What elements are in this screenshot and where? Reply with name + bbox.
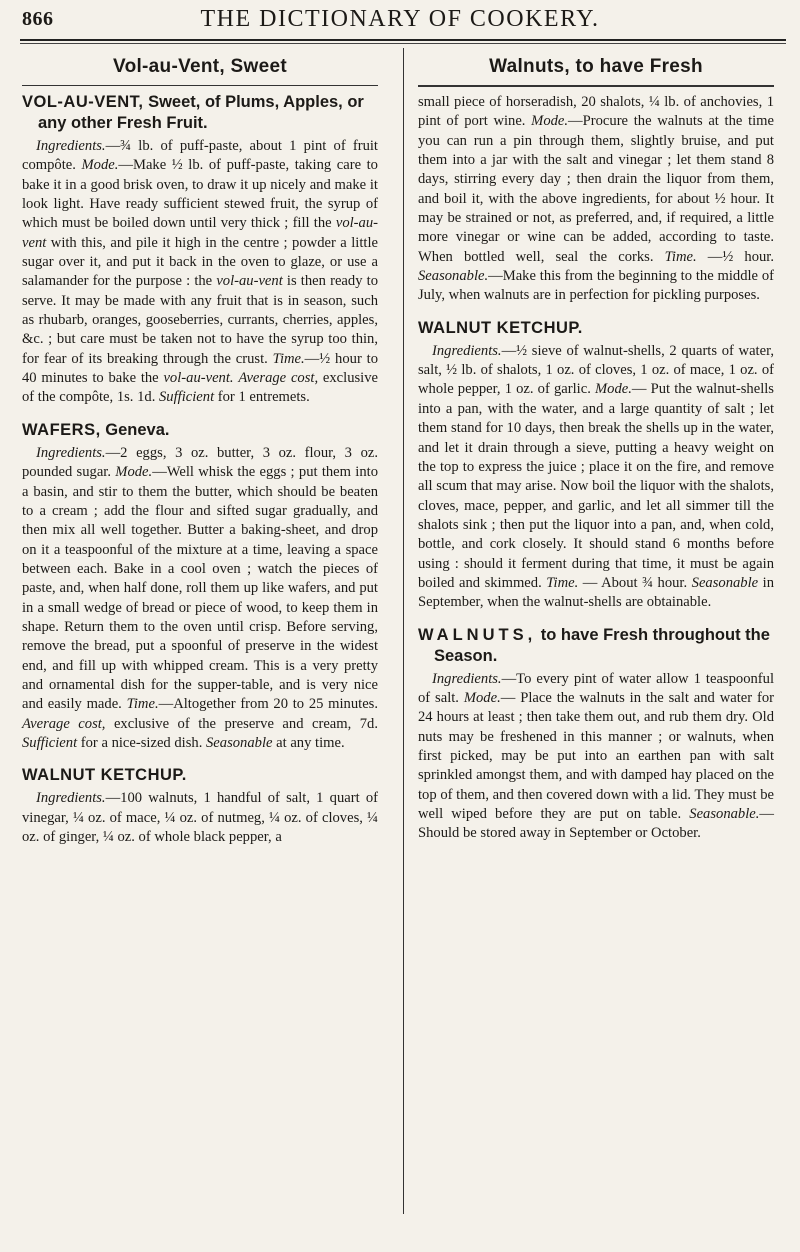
entry-body-text: —¾ lb. of puff-paste, about 1 pint of fruit compôte. — [22, 138, 378, 174]
entry-body — [418, 670, 774, 844]
entry-body-italic: Seasonable — [206, 734, 273, 751]
entry-body-italic: Time. — [664, 248, 697, 265]
entry-body-text: —To every pint of water allow 1 teaspoonful of salt. — [418, 670, 774, 706]
entry-body-text: —Make ½ lb. of puff-paste, taking care to bake it in a good brisk oven, to draw it up nicely and make it look light. Have ready sufficient stewed fruit, the syrup of which must be boiled down until very thick ; fill the — [22, 157, 378, 232]
entry-body-text: —Should be stored away in September or October. — [418, 806, 774, 842]
entry-body — [22, 444, 378, 754]
entry-body-text: at any time. — [272, 734, 345, 751]
entry-body-italic: Ingredients. — [36, 790, 106, 807]
entry-body-italic: Time. — [272, 350, 305, 367]
entry-body-italic: Mode. — [115, 464, 153, 481]
entry-body-text: small piece of horseradish, 20 shalots, ¼ lb. of anchovies, 1 pint of port wine. — [418, 94, 774, 130]
entry-body-text: exclusive of the preserve and cream, 7d. — [105, 715, 379, 732]
entry-body-italic: Mode. — [531, 113, 569, 130]
entry-body-text: —Procure the walnuts at the time you can run a pin through them, slightly bruise, and put them into a jar with the salt and vinegar ; let them stand 8 days, stirring every day ; then drain the liquor from them, and boil it, with the above ingredients, for about ½ hour. It may be strained or not, as preferred, and, if required, a little more vinegar or wine can be added, according to taste. When bottled well, seal the corks. — [418, 113, 775, 265]
entry-body-italic: Mode. — [463, 689, 501, 706]
entry-body — [418, 342, 774, 613]
header-rule — [20, 39, 786, 41]
entry-body-italic: vol-au-vent — [22, 215, 378, 251]
entry-body-text: exclusive of the compôte, 1s. 1d. — [22, 370, 379, 406]
entry-title-main: VOL-AU-VENT, — [22, 93, 144, 111]
entry-body-text: —½ sieve of walnut-shells, 2 quarts of water, salt, ½ lb. of shalots, 1 oz. of cloves, 1 oz. of mace, 1 oz. of whole pepper, 1 oz. of garlic. — [418, 342, 774, 398]
entry-body-italic: Sufficient — [159, 389, 215, 406]
entry-body-italic: Time. — [546, 574, 579, 591]
entry-body-italic: Mode. — [594, 381, 632, 398]
entry-body-text: —Altogether from 20 to 25 minutes. — [158, 696, 379, 713]
entry-body-text: —2 eggs, 3 oz. butter, 3 oz. flour, 3 oz. pounded sugar. — [22, 444, 378, 481]
entry-title-main: WAFERS, — [22, 420, 101, 439]
entry-title-main: WALNUT KETCHUP. — [22, 766, 187, 785]
entry-body-text: for 1 entremets. — [214, 389, 310, 406]
entry-title-rest: Geneva. — [100, 420, 170, 439]
entry-body-italic: Average cost, — [238, 370, 319, 387]
header-rule-thin — [20, 43, 786, 44]
entry-body — [418, 93, 774, 306]
entry-body-text: —½ hour. — [696, 248, 774, 265]
entry-body-italic: Mode. — [81, 157, 119, 174]
entry-body-italic: vol-au-vent — [216, 273, 283, 290]
running-title: THE DICTIONARY OF COOKERY. — [200, 6, 600, 32]
left-column — [22, 48, 378, 847]
entry-body — [22, 789, 378, 847]
entry-body-italic: Ingredients. — [432, 670, 502, 687]
entry-title — [22, 92, 378, 134]
entry-body-text: — About ¾ hour. — [578, 574, 692, 591]
column-divider — [403, 48, 404, 1214]
right-column-heading: Walnuts, to have Fresh — [418, 48, 774, 87]
right-entries — [418, 93, 774, 844]
entry-body-italic: Seasonable. — [418, 268, 489, 285]
entry-body-italic: Seasonable. — [689, 806, 760, 822]
entry-body-italic: Ingredients. — [36, 138, 106, 154]
entry-body — [22, 137, 378, 408]
entry-body-text: —100 walnuts, 1 handful of salt, 1 quart of vinegar, ¼ oz. of mace, ¼ oz. of nutmeg, ¼ oz. of cloves, ¼ oz. of ginger, ¼ oz. of whole black pepper, a — [22, 790, 378, 845]
entry-body-text: with this, and pile it high in the centre ; powder a little sugar over it, and put it back in the oven to glaze, or use a salamander for the purpose : the — [22, 234, 378, 290]
entry-title-main: WALNUTS, — [418, 625, 537, 644]
entry-body-text: —Make this from the beginning to the middle of July, when walnuts are in perfection for pickling purposes. — [418, 268, 774, 304]
entry-body-text: — Put the walnut-shells into a pan, with the water, and a large quantity of salt ; let them stand for 10 days, then break the shells up in the water, and let it drain through a sieve, putting a heavy weight on the top to express the juice ; place it on the fire, and remove all scum that may arise. Now boil the liquor with the shalots, cloves, mace, pepper, and garlic, and let all simmer till the shalots sink ; then put the liquor into a pan, and, when cold, bottle, and cork closely. It should stand 6 months before using : should it ferment during that time, it must be again boiled and skimmed. — [418, 381, 774, 591]
entry-title-main: WALNUT KETCHUP. — [418, 318, 583, 337]
entry-body-italic: Sufficient — [22, 734, 78, 751]
entry-body-text: is then ready to serve. It may be made with any fruit that is in season, such as rhubarb, oranges, gooseberries, currants, cherries, apples, &c. ; but care must be taken not to have the syrup too thin, for fear of its breaking through the crust. — [22, 273, 378, 367]
entry-title — [418, 318, 774, 339]
entry-body-text: —½ hour to 40 minutes to bake the — [22, 350, 378, 387]
entry-body-italic: vol-au-vent. — [163, 370, 234, 387]
entry-body-text: —Well whisk the eggs ; put them into a basin, and stir to them the butter, which should be beaten to a cream ; add the flour and sifted sugar gradually, and then mix all well together. Butter a baking-sheet, and drop on it a teaspoonful of the mixture at a time, leaving a space between each. Bake in a cool oven ; watch the pieces of paste, and, when half done, roll them up like wafers, and put in a small wedge of bread or piece of wood, to keep them in shape. Return them to the oven until crisp. Before serving, remove the bread, put a spoonful of preserve in the widest end, and fill up with whipped cream. This is a very pretty and ornamental dish for the supper-table, and is very nice and easily made. — [22, 464, 379, 713]
entry-body-text: in September, when the walnut-shells are obtainable. — [418, 574, 775, 611]
entry-title-rest: Sweet, of Plums, Apples, or any other Fresh Fruit. — [38, 93, 364, 132]
entry-body-italic: Ingredients. — [36, 444, 106, 461]
entry-body-italic: Ingredients. — [432, 342, 502, 359]
entry-body-italic: Seasonable — [691, 574, 759, 591]
left-entries — [22, 92, 378, 847]
entry-body-italic: Time. — [126, 696, 159, 713]
entry-title — [418, 625, 774, 667]
entry-title — [22, 420, 378, 441]
right-column — [418, 48, 774, 844]
entry-title — [22, 765, 378, 786]
left-column-heading: Vol-au-Vent, Sweet — [22, 48, 378, 86]
page-number: 866 — [22, 8, 54, 30]
entry-body-text: for a nice-sized dish. — [77, 734, 206, 751]
entry-body-italic: Average cost, — [22, 715, 106, 732]
entry-title-rest: to have Fresh throughout the Season. — [434, 625, 770, 665]
entry-body-text: — Place the walnuts in the salt and water for 24 hours at least ; then take them out, and rub them dry. Old nuts may be freshened in this manner ; or walnuts, when first picked, may be put into an earthen pan with salt sprinkled amongst them, and with damped hay placed on the top of them, and then covered down with a lid. They must be well wiped before they are put on table. — [418, 689, 775, 822]
